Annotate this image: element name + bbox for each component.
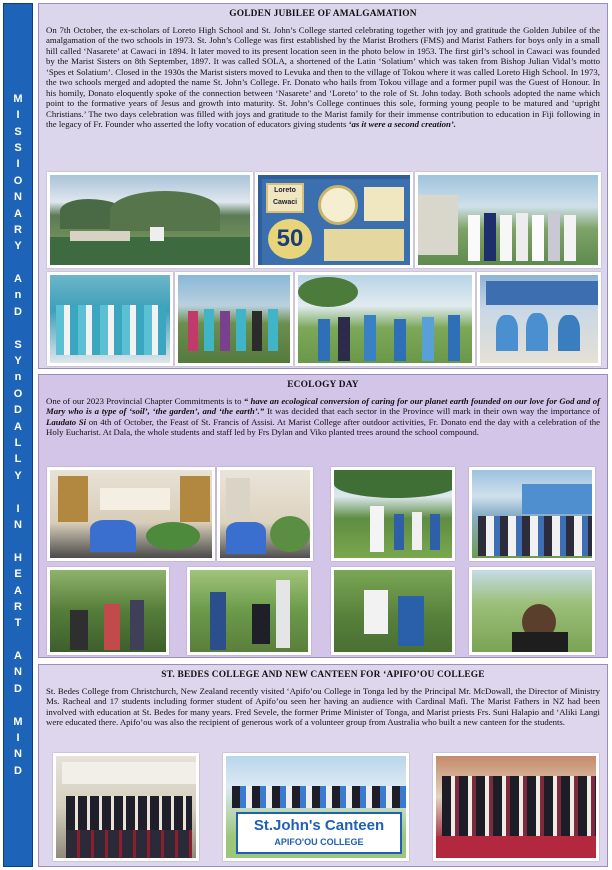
sidebar-letter: O [13, 174, 23, 187]
sidebar-letter: I [16, 732, 20, 745]
sidebar-letter: L [14, 437, 22, 449]
sidebar-letter: N [14, 518, 22, 531]
ecology-day-section [38, 374, 608, 658]
st-bedes-title: ST. BEDES COLLEGE AND NEW CANTEEN FOR ‘APIFO’OU COLLEGE [161, 670, 485, 680]
ecology-intro: One of our 2023 Provincial Chapter Commitments is to [46, 396, 242, 406]
ecology-mid: It was decided that each sector in the Province will mark in their own way the importance of [266, 406, 600, 417]
golden-jubilee-quote: ‘as it were a second creation’. [348, 119, 456, 130]
sidebar-letter: D [14, 305, 22, 318]
sidebar-letter: L [14, 453, 22, 466]
sidebar-letter: A [14, 207, 22, 220]
sidebar-letter: O [13, 387, 23, 400]
ecology-rest: on 4th of October, the Feast of St. Francis of Assisi. At Marist College after outdoor activities, Fr. Donato end the day with a celebration of the Holy Eucharist. At Dala, the whole students and staff led by Frs Dylan and Viko planted trees around the school compound. [46, 416, 601, 438]
jubilee-cake-photo [255, 172, 413, 268]
jubilee-seated-photo [477, 272, 601, 366]
sidebar-letter: T [14, 617, 22, 630]
canteen-banner-line-1: St.John's Canteen [253, 817, 385, 834]
jubilee-dance-photo [175, 272, 293, 366]
tree-planting-photo-2 [187, 567, 311, 655]
tree-planting-photo-1 [47, 567, 169, 655]
sidebar-letter: N [14, 748, 22, 761]
ecology-commitment: “ have an ecological conversion of caring for our planet earth founded on our love for God and of Mary who is a type of ‘soil’, ‘the garden’, and ‘the earth’.” [46, 396, 600, 417]
sidebar-letter: H [14, 551, 22, 564]
sidebar-letter: I [16, 502, 20, 515]
outdoor-mass-photo [331, 467, 455, 561]
golden-jubilee-title: GOLDEN JUBILEE OF AMALGAMATION [229, 9, 417, 19]
canteen-banner-photo [223, 753, 409, 861]
sidebar-letter: S [14, 338, 22, 351]
sidebar-letter: N [14, 666, 22, 679]
st-bedes-body: St. Bedes College from Christchurch, New Zealand recently visited ‘Apifo’ou College in Tonga led by the Principal Mr. McDowall, the Director of Ministry Ms. Racheal and 17 students including former student of Apifo’ou seen her having an audience with Cardinal Mafi. The Marist Fathers in NZ had been involved with education at St. Bedes for many years. Fred Sevele, the former Prime Minister of Tonga, and Marist priests Frs. Suni Halapio and ‘Aliki Langi were educated there. Apifo’ou was also the recipient of generous work of a volunteer group from Australia who built a new canteen for the students. [46, 686, 600, 728]
sidebar-letter: D [14, 404, 22, 417]
priest-planting-photo [469, 567, 595, 655]
golden-jubilee-body [39, 21, 607, 130]
sidebar-letter: E [14, 568, 22, 581]
tree-planting-photo-3 [331, 567, 455, 655]
cake-number: 50 [268, 219, 312, 259]
sidebar-letter: I [16, 158, 20, 171]
jubilee-guests-photo [415, 172, 601, 268]
ecology-day-title: ECOLOGY DAY [287, 380, 359, 390]
sidebar-letter: Y [14, 240, 22, 253]
sidebar-letter: A [14, 273, 22, 286]
chapel-plants-photo [217, 467, 313, 561]
jubilee-crowd-photo [47, 272, 173, 366]
cardinal-audience-photo [433, 753, 599, 861]
sidebar-letter: A [14, 420, 22, 433]
sidebar-letter: S [14, 141, 22, 154]
sidebar-letter: N [14, 191, 22, 204]
college-aerial-photo [47, 172, 253, 268]
sidebar-letter: M [13, 715, 23, 728]
sidebar-letter: A [14, 650, 22, 663]
students-gathering-photo [469, 467, 595, 561]
sidebar-letter: n [14, 289, 22, 302]
sidebar-letter: M [13, 92, 23, 105]
ecology-laudato: Laudato Si [46, 416, 87, 427]
canteen-banner-line-2: APIFO'OU COLLEGE [274, 837, 364, 847]
sidebar-letter: D [14, 764, 22, 777]
golden-jubilee-text: On 7th October, the ex-scholars of Loreto High School and St. John’s College started celebrating together with joy and gratitude the Golden Jubilee of the amalgamation of the two schools in 1973. St. John’s College was first established by the Marist Brothers (FMS) and Marist Fathers for boys only in a small hill called ‘Nasarete’ at Cawaci in 1894. It later moved to its present location seen in the photo below in 1953. The first girl’s school in Cawaci was founded by the Marist Sisters on 8th September, 1897. It was called SOLA, a shortened of the Latin ‘Solatium’ which was taken from Bishop Julian Vidal’s motto ‘Spes et Solatium’. Closed in the 1930s the Marist sisters moved to Levuka and then to the village of Tokou where it was called Loreto High School. In 1973, the two schools merged and adopted the name St. John’s College. Fr. Donato who hails from Tokou village and a former pupil was the Guest of Honour. In his homily, Donato eloquently spoke of the connection between ‘Nasarete’ and ‘Loreto’ to the role of St. John today. Both schools adopted the name which point to the formative years of Jesus and growth into maturity. St. John’s College continues this sole, forming young people to be matured and ‘upright Christians.’ The two days celebration was filled with joys and gratitude to the Marist family for their immense contribution to education in Fiji following in the legacy of Fr. Founder who asserted the lofty vocation of educators giving students [46, 25, 600, 130]
sidebar-letter: R [14, 600, 22, 613]
sidebar-letter: A [14, 584, 22, 597]
st-bedes-group-photo [53, 753, 199, 861]
jubilee-field-photo [295, 272, 475, 366]
ecology-day-body [39, 392, 607, 438]
sidebar-letter: I [16, 109, 20, 122]
golden-jubilee-section [38, 3, 608, 369]
chapel-altar-photo [47, 467, 215, 561]
st-bedes-section [38, 664, 608, 867]
sidebar-letter: n [14, 371, 22, 384]
sidebar-banner [3, 3, 33, 867]
sidebar-letter: S [14, 125, 22, 138]
cake-line-1: Loreto [274, 187, 296, 194]
sidebar-letter: D [14, 682, 22, 695]
sidebar-letter: R [14, 223, 22, 236]
cake-line-2: Cawaci [272, 199, 298, 206]
sidebar-letter: Y [14, 355, 22, 368]
sidebar-letter: Y [14, 469, 22, 482]
